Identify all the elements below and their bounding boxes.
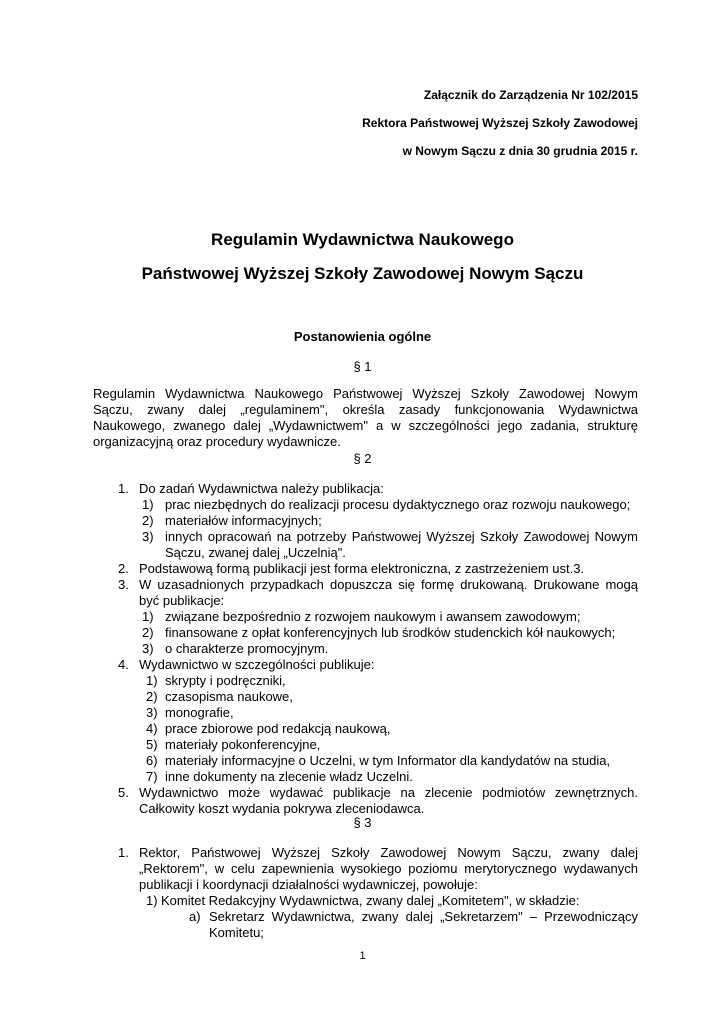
s2-item-1-sub-2: materiałów informacyjnych;	[165, 513, 322, 528]
list-number: 1)	[146, 893, 158, 908]
s2-item-5-line-1: Wydawnictwo może wydawać publikacje na zlecenie podmiotów zewnętrznych.	[139, 785, 638, 800]
s2-item-4-sub-3: monografie,	[165, 705, 234, 720]
list-number: 7)	[146, 769, 158, 784]
list-number: 1)	[142, 497, 154, 512]
paragraph-mark-3: § 3	[353, 815, 372, 830]
title-line-1: Regulamin Wydawnictwa Naukowego	[211, 230, 514, 249]
list-number: 1.	[118, 845, 129, 860]
s1-line-1: Regulamin Wydawnictwa Naukowego Państwowej Wyższej Szkoły Zawodowej Nowym	[93, 386, 638, 401]
list-number: 5)	[146, 737, 158, 752]
list-number: 2)	[142, 513, 154, 528]
s2-item-4-sub-4: prace zbiorowe pod redakcją naukową,	[165, 721, 391, 736]
s2-item-5-line-2: Całkowity koszt wydania pokrywa zleceniodawca.	[139, 801, 425, 816]
s2-item-4-sub-7: inne dokumenty na zlecenie władz Uczelni.	[165, 769, 413, 784]
s1-line-2: Sączu, zwany dalej „regulaminem", określa zasady funkcjonowania Wydawnictwa	[93, 402, 638, 417]
paragraph-mark-1: § 1	[353, 359, 372, 374]
s3-sub-1a-line-2: Komitetu;	[209, 925, 264, 940]
list-number: 4.	[118, 657, 129, 672]
s2-item-1-sub-3-cont: Sączu, zwanej dalej „Uczelnią".	[165, 545, 346, 560]
s3-item-1-line-3: publikacji i koordynacji działalności wydawniczej, powołuje:	[139, 877, 478, 892]
s2-item-4-sub-5: materiały pokonferencyjne,	[165, 737, 321, 752]
s1-line-4: organizacyjną oraz procedury wydawnicze.	[93, 434, 341, 449]
section-heading: Postanowienia ogólne	[293, 329, 432, 344]
header-line-2: Rektora Państwowej Wyższej Szkoły Zawodowej	[362, 116, 638, 130]
s2-item-3-line-1: W uzasadnionych przypadkach dopuszcza się formę drukowaną. Drukowane mogą	[139, 577, 638, 592]
header-line-3: w Nowym Sączu z dnia 30 grudnia 2015 r.	[402, 144, 638, 158]
s2-item-4: Wydawnictwo w szczególności publikuje:	[139, 657, 375, 672]
list-number: 3)	[142, 529, 154, 544]
s2-item-3-line-2: być publikacje:	[139, 593, 225, 608]
list-number: 3.	[118, 577, 129, 592]
list-number: 1)	[142, 609, 154, 624]
s3-sub-1a-line-1: Sekretarz Wydawnictwa, zwany dalej „Sekretarzem" – Przewodniczący	[209, 909, 638, 924]
list-number: 1.	[118, 481, 129, 496]
s2-item-1: Do zadań Wydawnictwa należy publikacja:	[139, 481, 384, 496]
list-number: 2.	[118, 561, 129, 576]
list-letter: a)	[189, 909, 201, 924]
list-number: 4)	[146, 721, 158, 736]
s2-item-1-sub-1: prac niezbędnych do realizacji procesu dydaktycznego oraz rozwoju naukowego;	[165, 497, 631, 512]
list-number: 2)	[146, 689, 158, 704]
s3-item-1-line-2: „Rektorem", w celu zapewnienia wysokiego poziomu merytorycznego wydawanych	[139, 861, 638, 876]
s2-item-2: Podstawową formą publikacji jest forma elektroniczna, z zastrzeżeniem ust.3.	[139, 561, 585, 576]
s3-item-1-line-1: Rektor, Państwowej Wyższej Szkoły Zawodowej Nowym Sączu, zwany dalej	[139, 845, 638, 860]
header-line-1: Załącznik do Zarządzenia Nr 102/2015	[423, 88, 638, 102]
paragraph-mark-2: § 2	[353, 451, 372, 466]
s2-item-4-sub-2: czasopisma naukowe,	[165, 689, 293, 704]
s1-line-3: Naukowego, zwanego dalej „Wydawnictwem" a w szczególności jego zadania, strukturę	[93, 418, 638, 433]
list-number: 6)	[146, 753, 158, 768]
title-line-2: Państwowej Wyższej Szkoły Zawodowej Nowym Sączu	[141, 264, 584, 283]
s2-item-3-sub-3: o charakterze promocyjnym.	[165, 641, 329, 656]
list-number: 2)	[142, 625, 154, 640]
s2-item-3-sub-2: finansowane z opłat konferencyjnych lub środków studenckich kół naukowych;	[165, 625, 616, 640]
s2-item-4-sub-1: skrypty i podręczniki,	[165, 673, 286, 688]
list-number: 5.	[118, 785, 129, 800]
list-number: 3)	[146, 705, 158, 720]
page-number: 1	[359, 950, 366, 962]
s2-item-3-sub-1: związane bezpośrednio z rozwojem naukowym i awansem zawodowym;	[165, 609, 581, 624]
list-number: 3)	[142, 641, 154, 656]
s3-sub-1: Komitet Redakcyjny Wydawnictwa, zwany dalej „Komitetem", w składzie:	[161, 893, 580, 908]
s2-item-1-sub-3: innych opracowań na potrzeby Państwowej Wyższej Szkoły Zawodowej Nowym	[165, 529, 638, 544]
s2-item-4-sub-6: materiały informacyjne o Uczelni, w tym Informator dla kandydatów na studia,	[165, 753, 611, 768]
list-number: 1)	[146, 673, 158, 688]
